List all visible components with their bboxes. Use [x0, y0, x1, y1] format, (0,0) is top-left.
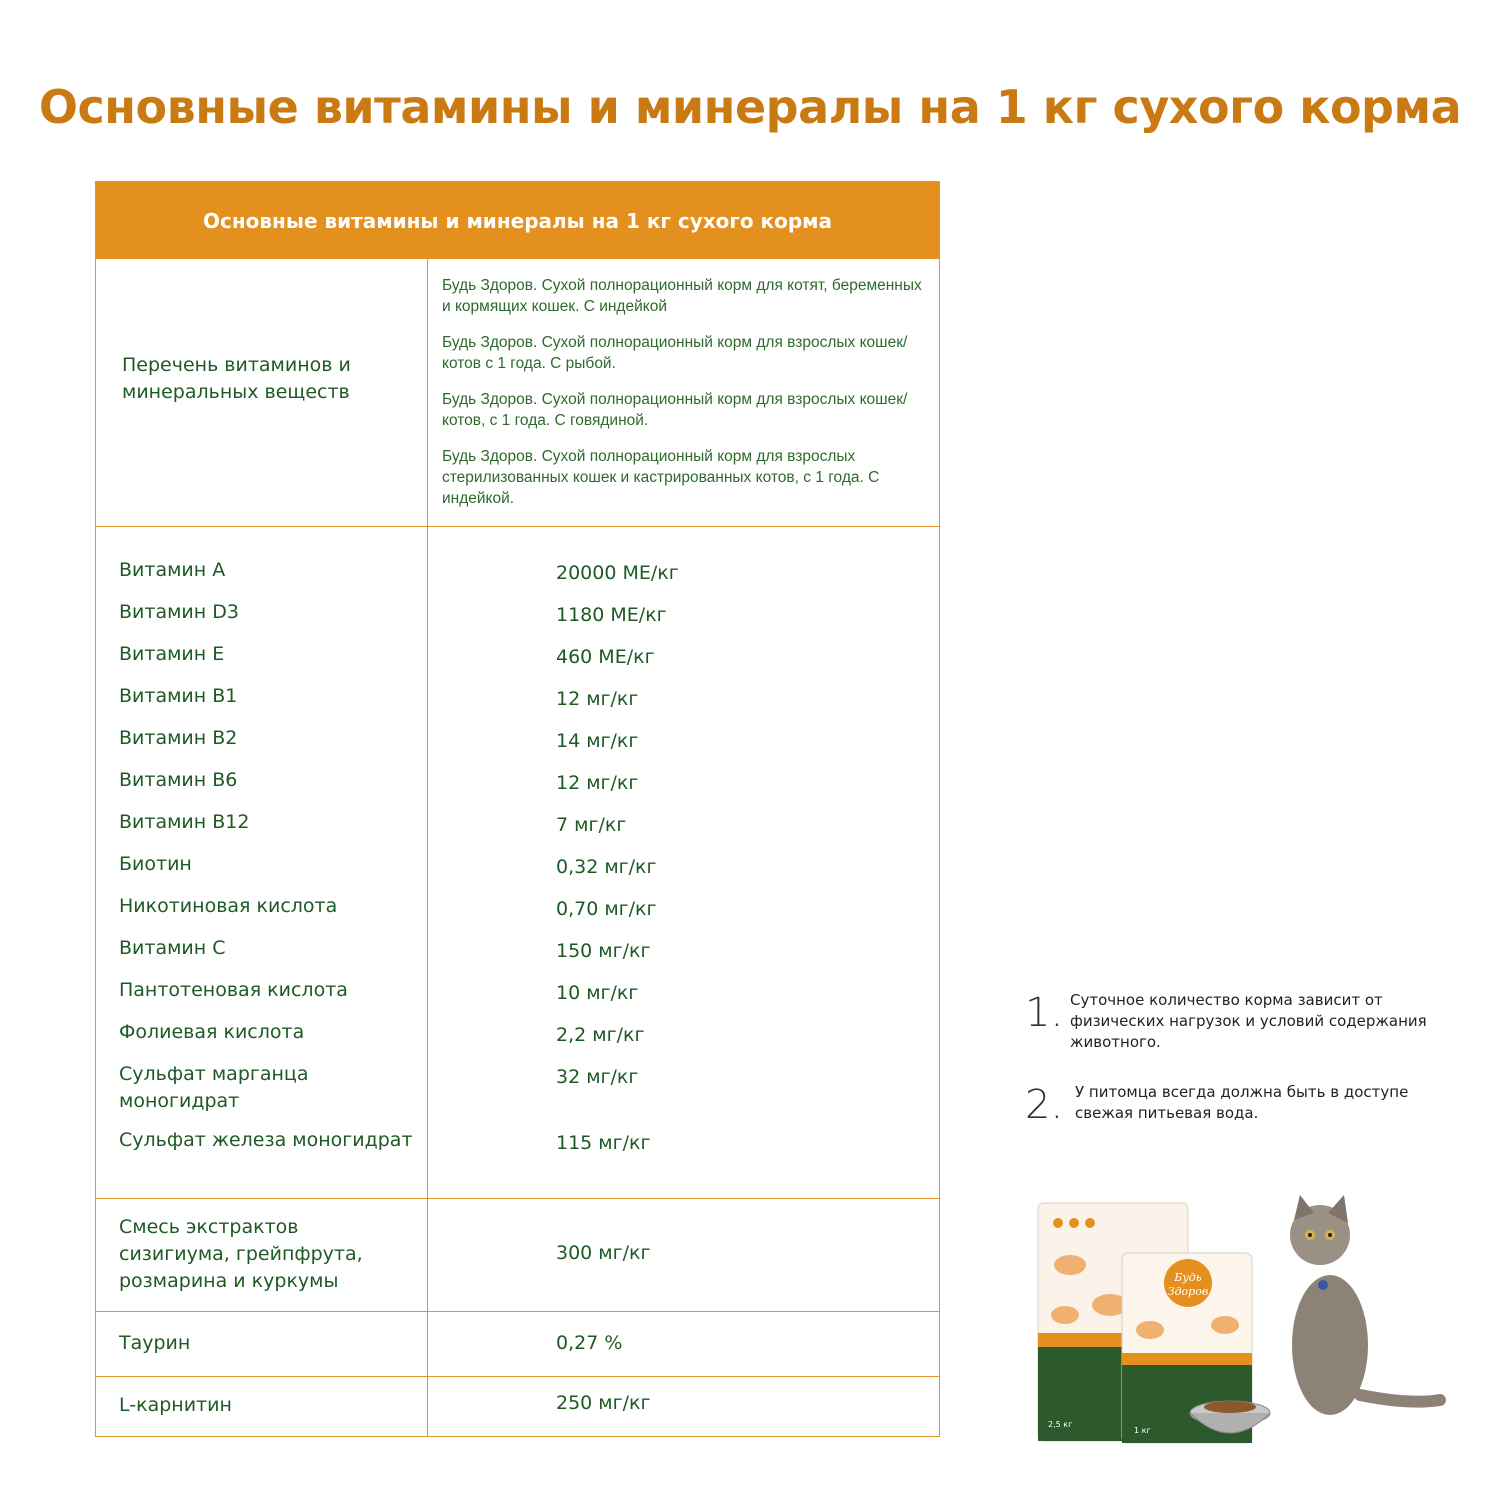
nutrient-table [95, 181, 940, 1437]
list-title: Перечень витаминов и минеральных веществ [122, 354, 351, 403]
vitamin-name: Витамин A [119, 559, 226, 581]
vitamin-value: 12 мг/кг [556, 688, 639, 710]
vitamin-value: 0,32 мг/кг [556, 856, 657, 878]
vitamin-name: Никотиновая кислота [119, 895, 338, 917]
row-divider [96, 1198, 939, 1199]
product-item: Будь Здоров. Сухой полнорационный корм для взрослых стерилизованных кошек и кастрированных котов, с 1 года. С индейкой. [442, 448, 880, 507]
vitamin-value: 2,2 мг/кг [556, 1024, 645, 1046]
vitamin-name: Сульфат железа моногидрат [119, 1129, 413, 1151]
vitamin-value: 460 МЕ/кг [556, 646, 655, 668]
note-number: 1. [1025, 990, 1064, 1036]
vitamin-name: Витамин C [119, 937, 226, 959]
product-image [1030, 1195, 1450, 1455]
product-list [442, 275, 932, 524]
vitamin-name: Биотин [119, 853, 192, 875]
vitamin-name: Витамин E [119, 643, 225, 665]
vitamin-value: 115 мг/кг [556, 1132, 651, 1154]
vitamin-value: 7 мг/кг [556, 814, 627, 836]
vitamin-name: Сульфат марганца моногидрат [119, 1063, 309, 1112]
table-header: Основные витамины и минералы на 1 кг сухого корма [96, 182, 939, 259]
vitamin-value: 10 мг/кг [556, 982, 639, 1004]
vitamin-value: 150 мг/кг [556, 940, 651, 962]
note-1 [1025, 990, 1445, 1060]
taurine-value: 0,27 % [556, 1332, 623, 1354]
vitamin-value: 0,70 мг/кг [556, 898, 657, 920]
brand-line-1: Будь [1174, 1271, 1202, 1284]
vitamin-value: 32 мг/кг [556, 1066, 639, 1088]
product-item: Будь Здоров. Сухой полнорационный корм для взрослых кошек/котов, с 1 года. С говядиной. [442, 391, 908, 429]
vitamin-name: Пантотеновая кислота [119, 979, 348, 1001]
carnitine-value: 250 мг/кг [556, 1392, 651, 1414]
note-2 [1025, 1082, 1445, 1132]
cat-illustration [1290, 1195, 1440, 1415]
vitamin-value: 12 мг/кг [556, 772, 639, 794]
vitamin-value: 14 мг/кг [556, 730, 639, 752]
carnitine-label: L-карнитин [119, 1394, 232, 1416]
page-title: Основные витамины и минералы на 1 кг сухого корма [38, 80, 1462, 134]
product-item: Будь Здоров. Сухой полнорационный корм для котят, беременных и кормящих кошек. С индейкой [442, 277, 922, 315]
brand-line-2: Здоров [1167, 1285, 1209, 1298]
taurine-label: Таурин [119, 1332, 191, 1354]
vitamin-value: 1180 МЕ/кг [556, 604, 667, 626]
small-bag-weight: 1 кг [1134, 1426, 1151, 1435]
column-divider [427, 259, 428, 1436]
note-text: У питомца всегда должна быть в доступе свежая питьевая вода. [1075, 1083, 1409, 1122]
row-divider [96, 1376, 939, 1377]
vitamin-name: Витамин B2 [119, 727, 238, 749]
vitamin-name: Витамин D3 [119, 601, 239, 623]
note-number: 2. [1025, 1082, 1064, 1128]
extracts-value: 300 мг/кг [556, 1242, 651, 1264]
big-bag-weight: 2,5 кг [1048, 1420, 1073, 1429]
vitamin-value: 20000 МЕ/кг [556, 562, 679, 584]
product-item: Будь Здоров. Сухой полнорационный корм для взрослых кошек/котов с 1 года. С рыбой. [442, 334, 908, 372]
extracts-label: Смесь экстрактов сизигиума, грейпфрута, розмарина и куркумы [119, 1216, 363, 1292]
vitamin-name: Фолиевая кислота [119, 1021, 305, 1043]
vitamin-name: Витамин B12 [119, 811, 250, 833]
row-divider [96, 526, 939, 527]
row-divider [96, 1311, 939, 1312]
note-text: Суточное количество корма зависит от физических нагрузок и условий содержания животного. [1070, 991, 1427, 1051]
vitamin-name: Витамин B1 [119, 685, 238, 707]
vitamin-name: Витамин B6 [119, 769, 238, 791]
